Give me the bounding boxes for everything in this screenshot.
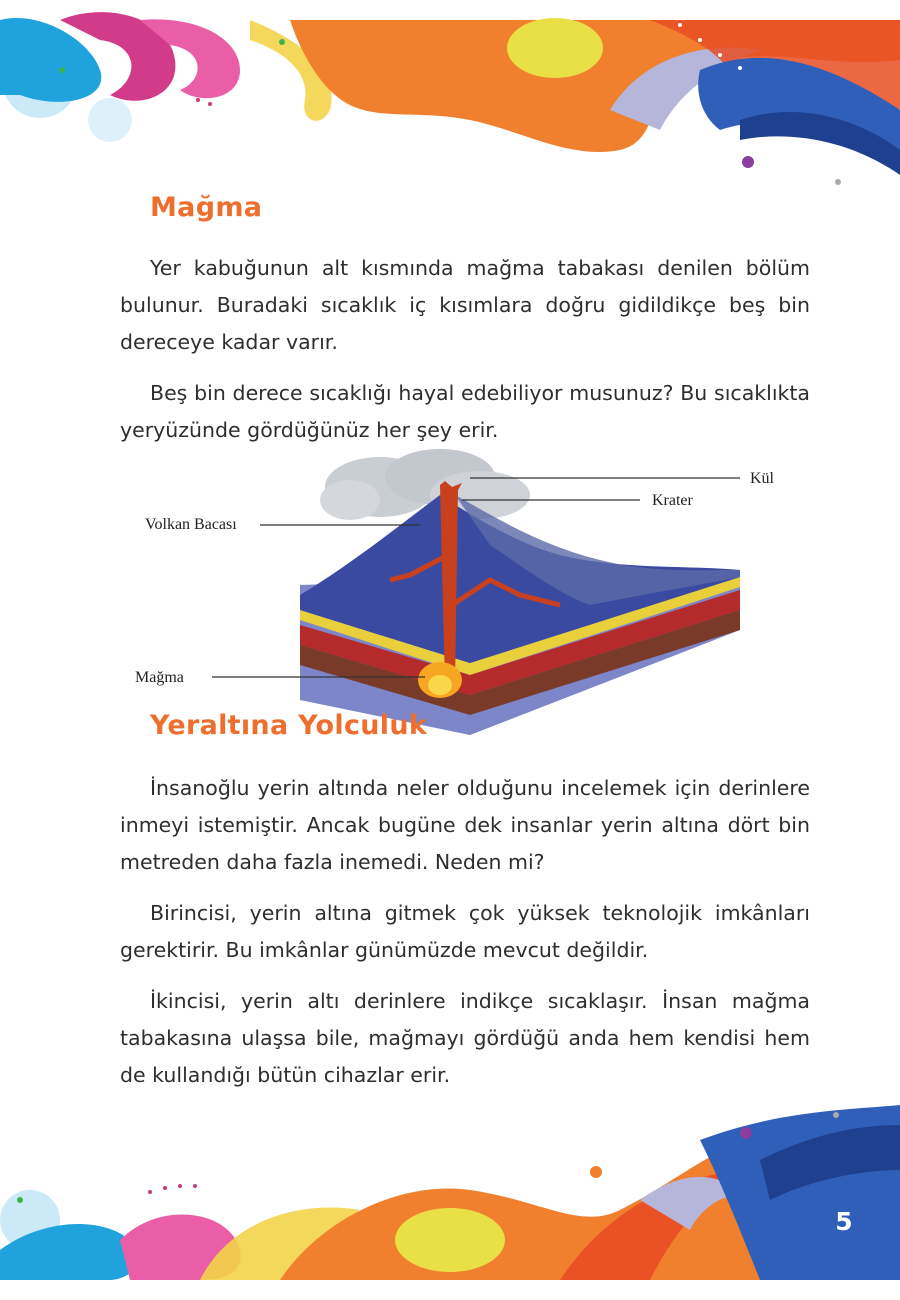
magma-paragraph-2: Beş bin derece sıcaklığı hayal edebiliyor musunuz? Bu sıcaklıkta yeryüzünde gördüğünüz her şey erir.	[120, 381, 810, 442]
top-decorative-swirls	[0, 0, 900, 200]
volcano-cross-section-diagram	[0, 445, 900, 735]
bottom-decorative-swirls	[0, 1100, 900, 1300]
vent-label: Volkan Bacası	[145, 516, 237, 533]
section-title-underground-journey: Yeraltına Yolculuk	[150, 710, 428, 741]
magma-paragraph-1: Yer kabuğunun alt kısmında mağma tabakası denilen bölüm bulunur. Buradaki sıcaklık iç kısımlara doğru gidildikçe beş bin dereceye kadar varır.	[120, 256, 810, 354]
section-title-magma: Mağma	[150, 192, 263, 223]
ash-label: Kül	[750, 470, 774, 487]
journey-paragraph-2: Birincisi, yerin altına gitmek çok yüksek teknolojik imkânları gerektirir. Bu imkânlar günümüzde mevcut değildir.	[120, 901, 810, 962]
crater-label: Krater	[652, 492, 693, 509]
journey-paragraph-1: İnsanoğlu yerin altında neler olduğunu incelemek için derinlere inmeyi istemiştir. Ancak bugüne dek insanlar yerin altına dört bin metreden daha fazla inemedi. Neden mi?	[120, 776, 810, 874]
page-number: 5	[835, 1207, 853, 1236]
magma-label: Mağma	[135, 669, 184, 686]
journey-paragraph-3: İkincisi, yerin altı derinlere indikçe sıcaklaşır. İnsan mağma tabakasına ulaşsa bile, mağmayı gördüğü anda hem kendisi hem de kullandığı bütün cihazlar erir.	[120, 989, 810, 1087]
